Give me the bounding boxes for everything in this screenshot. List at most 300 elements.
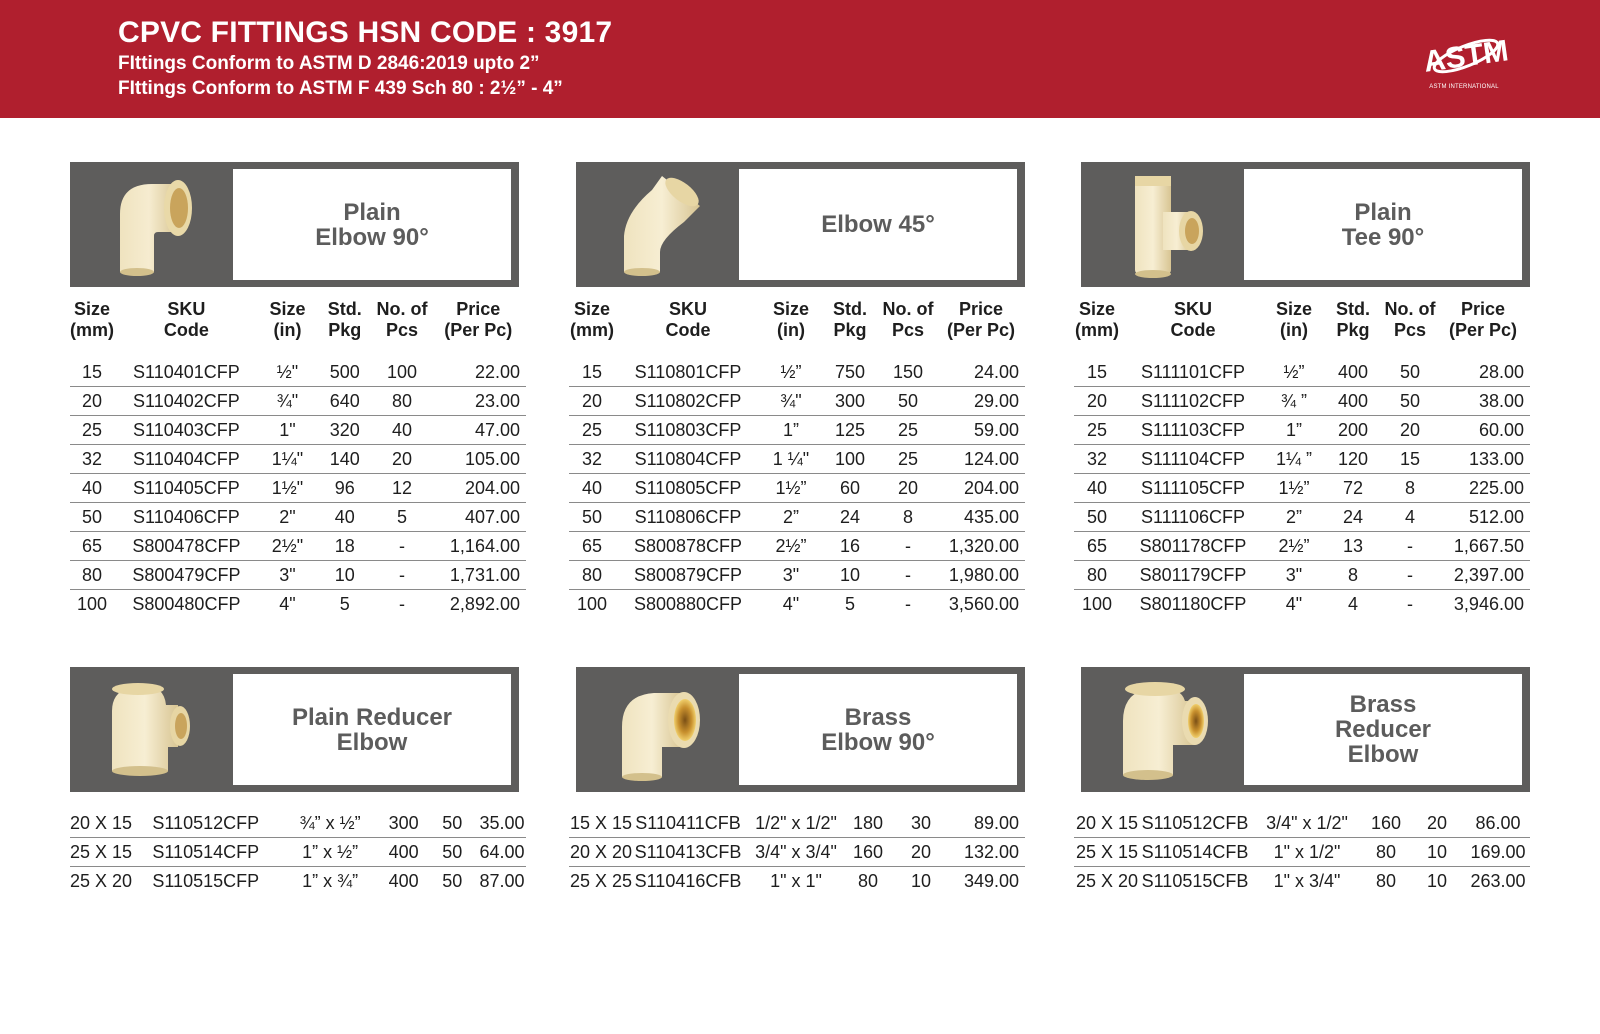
size-in-cell: 1" xyxy=(259,416,316,445)
page-title: CPVC FITTINGS HSN CODE : 3917 xyxy=(118,16,613,49)
table-row xyxy=(569,474,1025,503)
panel-title-line: Plain xyxy=(1354,198,1412,226)
size-mm-cell: 25 X 15 xyxy=(1074,838,1140,867)
sku-code-cell: S110404CFP xyxy=(114,445,259,474)
sku-code-cell: S800478CFP xyxy=(114,532,259,561)
size-mm-cell: 50 xyxy=(70,503,114,532)
panel-title-line: Elbow 90° xyxy=(821,728,935,756)
no-pcs-cell: 10 xyxy=(1408,838,1466,867)
size-mm-cell: 80 xyxy=(569,561,615,590)
sku-code-cell: S800878CFP xyxy=(615,532,761,561)
std-pkg-cell: 5 xyxy=(844,593,855,614)
table-row xyxy=(70,416,526,445)
size-in-cell: 3" xyxy=(259,561,316,590)
table-row xyxy=(569,532,1025,561)
size-mm-cell: 50 xyxy=(569,503,615,532)
size-in-cell: 1 ¼" xyxy=(761,445,821,474)
table-row xyxy=(569,809,1025,838)
price-cell: 204.00 xyxy=(937,474,1025,503)
size-in-cell: 1/2" x 1/2" xyxy=(743,809,849,838)
table-row xyxy=(569,358,1025,387)
panel-header xyxy=(70,667,519,792)
sku-code-cell: S800479CFP xyxy=(114,561,259,590)
table-row xyxy=(569,561,1025,590)
panel-header xyxy=(1081,667,1530,792)
panel-title-box xyxy=(1244,169,1522,280)
sku-code-cell: S110803CFP xyxy=(615,416,761,445)
size-mm-cell: 15 xyxy=(569,358,615,387)
no-pcs-cell: 10 xyxy=(910,870,932,891)
size-in-cell: 2½" xyxy=(259,532,316,561)
panel-title-line: Elbow xyxy=(336,728,408,756)
price-table xyxy=(70,809,526,895)
table-row xyxy=(70,561,526,590)
panel-title-line: Elbow 45° xyxy=(821,211,935,238)
std-pkg-cell: 180 xyxy=(849,809,887,838)
no-pcs-cell: 20 xyxy=(1384,416,1436,445)
panel-title-line: Brass xyxy=(1349,691,1417,718)
size-in-cell: 2½” xyxy=(761,532,821,561)
table-row xyxy=(70,387,526,416)
sku-code-cell: S801178CFP xyxy=(1120,532,1266,561)
size-mm-cell: 20 xyxy=(70,387,114,416)
no-pcs-cell: - xyxy=(879,532,937,561)
no-pcs-cell: 8 xyxy=(1384,474,1436,503)
size-in-cell: 1½" xyxy=(259,474,316,503)
size-mm-cell: 20 X 15 xyxy=(1074,809,1140,838)
no-pcs-cell: 150 xyxy=(879,358,937,387)
price-cell: 1,667.50 xyxy=(1436,532,1530,561)
std-pkg-cell: 80 xyxy=(1364,838,1408,867)
panel-header xyxy=(70,162,519,287)
price-cell: 22.00 xyxy=(431,358,526,387)
sku-code-cell: S110514CFB xyxy=(1140,838,1250,867)
size-mm-cell: 20 xyxy=(569,387,615,416)
sku-code-cell: S110411CFB xyxy=(633,809,743,838)
sku-code-cell: S110514CFP xyxy=(132,838,279,867)
no-pcs-cell: 5 xyxy=(373,503,430,532)
size-in-cell: 2” xyxy=(761,503,821,532)
size-mm-cell: 40 xyxy=(1074,474,1120,503)
brass-reducer-elbow-image xyxy=(1093,675,1233,783)
brass-elbow-90-image xyxy=(588,675,728,783)
size-mm-cell: 15 X 15 xyxy=(569,809,633,838)
sku-code-cell: S110512CFP xyxy=(132,809,279,838)
price-cell: 89.00 xyxy=(955,809,1025,838)
std-pkg-cell: 320 xyxy=(316,416,373,445)
panel-title xyxy=(821,705,935,755)
col-sku: SKU Code xyxy=(163,299,209,340)
table-row xyxy=(569,590,1025,619)
size-in-cell: 1” xyxy=(761,416,821,445)
sku-code-cell: S800880CFP xyxy=(633,593,743,614)
no-pcs-cell: - xyxy=(905,593,911,614)
size-mm-cell: 15 xyxy=(1074,358,1120,387)
std-pkg-cell: 120 xyxy=(1322,445,1384,474)
std-pkg-cell: 8 xyxy=(1322,561,1384,590)
table-row xyxy=(569,503,1025,532)
table-row xyxy=(1074,387,1530,416)
price-cell: 86.00 xyxy=(1466,809,1530,838)
price-cell: 87.00 xyxy=(479,870,525,891)
table-row xyxy=(1074,445,1530,474)
std-pkg-cell: 5 xyxy=(339,593,350,614)
panel-header xyxy=(1081,162,1530,287)
plain-reducer-elbow-image xyxy=(82,675,222,783)
panel-title-box xyxy=(739,674,1017,785)
size-in-cell: ½” xyxy=(761,358,821,387)
sku-code-cell: S110402CFP xyxy=(114,387,259,416)
price-cell: 1,980.00 xyxy=(937,561,1025,590)
sku-code-cell: S111101CFP xyxy=(1120,358,1266,387)
std-pkg-cell: 80 xyxy=(857,870,879,891)
std-pkg-cell: 10 xyxy=(821,561,879,590)
no-pcs-cell: 50 xyxy=(879,387,937,416)
size-in-cell: 1½” xyxy=(761,474,821,503)
sku-code-cell: S110405CFP xyxy=(114,474,259,503)
col-size-in: Size (in) xyxy=(772,299,810,340)
no-pcs-cell: 25 xyxy=(879,416,937,445)
size-in-cell: 1¼" xyxy=(259,445,316,474)
col-std-pkg: Std. Pkg xyxy=(1336,299,1370,340)
no-pcs-cell: 40 xyxy=(373,416,430,445)
no-pcs-cell: 15 xyxy=(1384,445,1436,474)
table-header-row xyxy=(569,299,1025,358)
size-in-cell: 3" xyxy=(761,561,821,590)
price-cell: 1,731.00 xyxy=(431,561,526,590)
table-header-row xyxy=(70,299,526,358)
size-mm-cell: 32 xyxy=(70,445,114,474)
size-in-cell: 1" x 1" xyxy=(770,870,822,891)
std-pkg-cell: 750 xyxy=(821,358,879,387)
sku-code-cell: S111106CFP xyxy=(1120,503,1266,532)
price-cell: 60.00 xyxy=(1436,416,1530,445)
size-in-cell: 1" x 1/2" xyxy=(1250,838,1364,867)
size-mm-cell: 32 xyxy=(1074,445,1120,474)
price-cell: 105.00 xyxy=(431,445,526,474)
price-cell: 35.00 xyxy=(478,809,526,838)
sku-code-cell: S800480CFP xyxy=(132,593,241,614)
no-pcs-cell: - xyxy=(398,593,405,614)
price-cell: 263.00 xyxy=(1470,870,1526,891)
price-cell: 28.00 xyxy=(1436,358,1530,387)
table-row xyxy=(1074,416,1530,445)
size-mm-cell: 25 X 25 xyxy=(569,870,633,891)
std-pkg-cell: 500 xyxy=(316,358,373,387)
std-pkg-cell: 24 xyxy=(821,503,879,532)
sku-code-cell: S801180CFP xyxy=(1139,593,1247,614)
col-price: Price (Per Pc) xyxy=(946,299,1016,340)
table-row xyxy=(1074,474,1530,503)
size-mm-cell: 25 xyxy=(569,416,615,445)
std-pkg-cell: 16 xyxy=(821,532,879,561)
std-pkg-cell: 4 xyxy=(1347,593,1358,614)
price-table xyxy=(569,299,1025,618)
table-row xyxy=(1074,590,1530,619)
price-cell: 3,946.00 xyxy=(1453,593,1524,614)
no-pcs-cell: 50 xyxy=(1384,358,1436,387)
price-cell: 64.00 xyxy=(478,838,526,867)
header-banner xyxy=(0,0,1600,118)
price-cell: 204.00 xyxy=(431,474,526,503)
table-row xyxy=(569,387,1025,416)
table-row xyxy=(1074,561,1530,590)
std-pkg-cell: 10 xyxy=(316,561,373,590)
sku-code-cell: S110406CFP xyxy=(114,503,259,532)
size-in-cell: ¾” x ½” xyxy=(279,809,380,838)
table-row xyxy=(1074,809,1530,838)
std-pkg-cell: 400 xyxy=(1322,358,1384,387)
sku-code-cell: S111102CFP xyxy=(1120,387,1266,416)
plain-elbow-90-image xyxy=(82,170,222,278)
size-in-cell: 4" xyxy=(782,593,800,614)
no-pcs-cell: 50 xyxy=(427,809,479,838)
std-pkg-cell: 100 xyxy=(821,445,879,474)
panel-title-line: Plain xyxy=(343,198,401,226)
std-pkg-cell: 13 xyxy=(1322,532,1384,561)
std-pkg-cell: 200 xyxy=(1322,416,1384,445)
sku-code-cell: S110401CFP xyxy=(114,358,259,387)
size-in-cell: 3/4" x 3/4" xyxy=(743,838,849,867)
size-mm-cell: 25 X 20 xyxy=(1075,870,1139,891)
panel-title-box xyxy=(233,169,511,280)
table-row xyxy=(70,809,526,838)
size-in-cell: ¾ ” xyxy=(1266,387,1322,416)
size-mm-cell: 25 X 20 xyxy=(70,870,133,891)
sku-code-cell: S110802CFP xyxy=(615,387,761,416)
no-pcs-cell: - xyxy=(1384,561,1436,590)
table-row xyxy=(70,590,526,619)
table-row xyxy=(70,474,526,503)
sku-code-cell: S110403CFP xyxy=(114,416,259,445)
size-mm-cell: 65 xyxy=(569,532,615,561)
size-mm-cell: 50 xyxy=(1074,503,1120,532)
size-in-cell: 1” x ½” xyxy=(279,838,380,867)
std-pkg-cell: 24 xyxy=(1322,503,1384,532)
std-pkg-cell: 400 xyxy=(388,870,419,891)
page-subtitle-2: FIttings Conform to ASTM F 439 Sch 80 : 2½” - 4” xyxy=(118,78,563,99)
std-pkg-cell: 640 xyxy=(316,387,373,416)
std-pkg-cell: 125 xyxy=(821,416,879,445)
size-in-cell: 2” xyxy=(1266,503,1322,532)
table-row xyxy=(70,503,526,532)
size-in-cell: ¾" xyxy=(761,387,821,416)
sku-code-cell: S111103CFP xyxy=(1120,416,1266,445)
size-in-cell: 4" xyxy=(279,593,296,614)
table-row xyxy=(70,358,526,387)
price-cell: 3,560.00 xyxy=(948,593,1019,614)
col-sku: SKU Code xyxy=(665,299,711,340)
size-mm-cell: 20 xyxy=(1074,387,1120,416)
std-pkg-cell: 18 xyxy=(316,532,373,561)
size-mm-cell: 20 X 20 xyxy=(569,838,633,867)
col-size-mm: Size (mm) xyxy=(1075,299,1119,340)
sku-code-cell: S110515CFB xyxy=(1141,870,1249,891)
price-cell: 47.00 xyxy=(431,416,526,445)
table-row xyxy=(569,416,1025,445)
std-pkg-cell: 140 xyxy=(316,445,373,474)
svg-text:ASTM: ASTM xyxy=(1421,34,1511,79)
std-pkg-cell: 160 xyxy=(1364,809,1408,838)
size-in-cell: 4" xyxy=(1285,593,1303,614)
col-no-pcs: No. of Pcs xyxy=(376,299,428,340)
price-cell: 2,892.00 xyxy=(449,593,520,614)
no-pcs-cell: 20 xyxy=(887,838,955,867)
size-in-cell: 2½” xyxy=(1266,532,1322,561)
panel-title xyxy=(292,705,452,755)
price-table xyxy=(1074,809,1530,895)
size-in-cell: 1" x 3/4" xyxy=(1273,870,1341,891)
price-cell: 132.00 xyxy=(955,838,1025,867)
table-row xyxy=(1074,867,1530,896)
no-pcs-cell: 50 xyxy=(1384,387,1436,416)
table-row xyxy=(70,838,526,867)
price-cell: 512.00 xyxy=(1436,503,1530,532)
sku-code-cell: S111105CFP xyxy=(1120,474,1266,503)
no-pcs-cell: 4 xyxy=(1384,503,1436,532)
table-row xyxy=(569,445,1025,474)
no-pcs-cell: 100 xyxy=(373,358,430,387)
panel-header xyxy=(576,162,1025,287)
price-cell: 24.00 xyxy=(937,358,1025,387)
col-size-mm: Size (mm) xyxy=(70,299,114,340)
no-pcs-cell: 8 xyxy=(879,503,937,532)
panel-title xyxy=(821,212,935,237)
col-price: Price (Per Pc) xyxy=(444,299,513,340)
no-pcs-cell: 10 xyxy=(1426,870,1448,891)
size-mm-cell: 80 xyxy=(1074,561,1120,590)
page-subtitle-1: FIttings Conform to ASTM D 2846:2019 upto 2” xyxy=(118,53,540,74)
sku-code-cell: S110512CFB xyxy=(1140,809,1250,838)
no-pcs-cell: - xyxy=(373,532,430,561)
size-in-cell: ¾" xyxy=(259,387,316,416)
price-cell: 59.00 xyxy=(937,416,1025,445)
table-row xyxy=(70,445,526,474)
panel-title xyxy=(1335,692,1431,767)
sku-code-cell: S110515CFP xyxy=(152,870,260,891)
size-in-cell: 1¼ ” xyxy=(1266,445,1322,474)
size-in-cell: 1” x ¾” xyxy=(302,870,359,891)
panel-title xyxy=(1342,200,1425,250)
size-mm-cell: 100 xyxy=(1081,593,1113,614)
panel-header xyxy=(576,667,1025,792)
size-mm-cell: 25 xyxy=(1074,416,1120,445)
no-pcs-cell: 50 xyxy=(427,838,479,867)
size-in-cell: ½” xyxy=(1266,358,1322,387)
panel-title-box xyxy=(739,169,1017,280)
price-cell: 23.00 xyxy=(431,387,526,416)
panel-title-box xyxy=(233,674,511,785)
size-mm-cell: 20 X 15 xyxy=(70,809,132,838)
no-pcs-cell: 80 xyxy=(373,387,430,416)
no-pcs-cell: - xyxy=(879,561,937,590)
size-mm-cell: 40 xyxy=(70,474,114,503)
price-table xyxy=(1074,299,1530,618)
no-pcs-cell: 20 xyxy=(373,445,430,474)
panel-title-line: Plain Reducer xyxy=(291,703,453,731)
size-mm-cell: 80 xyxy=(70,561,114,590)
elbow-45-image xyxy=(588,170,728,278)
price-table xyxy=(569,809,1025,895)
table-row xyxy=(1074,838,1530,867)
price-cell: 225.00 xyxy=(1436,474,1530,503)
size-mm-cell: 65 xyxy=(70,532,114,561)
no-pcs-cell: 20 xyxy=(1408,809,1466,838)
no-pcs-cell: 30 xyxy=(887,809,955,838)
no-pcs-cell: - xyxy=(373,561,430,590)
std-pkg-cell: 60 xyxy=(821,474,879,503)
col-size-mm: Size (mm) xyxy=(570,299,614,340)
sku-code-cell: S110806CFP xyxy=(615,503,761,532)
std-pkg-cell: 72 xyxy=(1322,474,1384,503)
col-sku: SKU Code xyxy=(1170,299,1216,340)
panel-title-line: Tee 90° xyxy=(1341,223,1425,251)
size-in-cell: ½" xyxy=(259,358,316,387)
price-cell: 29.00 xyxy=(937,387,1025,416)
size-in-cell: 2" xyxy=(259,503,316,532)
price-cell: 124.00 xyxy=(937,445,1025,474)
col-price: Price (Per Pc) xyxy=(1448,299,1518,340)
no-pcs-cell: 50 xyxy=(442,870,463,891)
panel-title-line: Reducer xyxy=(1334,716,1432,743)
sku-code-cell: S111104CFP xyxy=(1120,445,1266,474)
price-cell: 1,320.00 xyxy=(937,532,1025,561)
logo-caption: ASTM INTERNATIONAL xyxy=(1429,84,1499,90)
std-pkg-cell: 96 xyxy=(316,474,373,503)
price-cell: 435.00 xyxy=(937,503,1025,532)
sku-code-cell: S801179CFP xyxy=(1120,561,1266,590)
sku-code-cell: S110805CFP xyxy=(615,474,761,503)
no-pcs-cell: 25 xyxy=(879,445,937,474)
size-mm-cell: 100 xyxy=(576,593,608,614)
price-cell: 2,397.00 xyxy=(1436,561,1530,590)
col-no-pcs: No. of Pcs xyxy=(1384,299,1436,340)
std-pkg-cell: 300 xyxy=(381,809,427,838)
panel-title-line: Elbow xyxy=(1347,741,1419,768)
sku-code-cell: S110801CFP xyxy=(615,358,761,387)
col-std-pkg: Std. Pkg xyxy=(833,299,867,340)
panel-title xyxy=(315,200,429,250)
std-pkg-cell: 80 xyxy=(1375,870,1397,891)
size-in-cell: 1” xyxy=(1266,416,1322,445)
no-pcs-cell: 12 xyxy=(373,474,430,503)
table-row xyxy=(70,867,526,896)
std-pkg-cell: 160 xyxy=(849,838,887,867)
col-size-in: Size (in) xyxy=(1275,299,1313,340)
size-mm-cell: 100 xyxy=(76,593,108,614)
std-pkg-cell: 400 xyxy=(1322,387,1384,416)
table-row xyxy=(1074,532,1530,561)
sku-code-cell: S110416CFB xyxy=(634,870,742,891)
table-row xyxy=(569,838,1025,867)
std-pkg-cell: 40 xyxy=(316,503,373,532)
price-cell: 1,164.00 xyxy=(431,532,526,561)
size-mm-cell: 32 xyxy=(569,445,615,474)
size-mm-cell: 25 X 15 xyxy=(70,838,132,867)
plain-tee-90-image xyxy=(1093,170,1233,278)
no-pcs-cell: - xyxy=(1407,593,1413,614)
table-row xyxy=(569,867,1025,896)
price-cell: 133.00 xyxy=(1436,445,1530,474)
size-mm-cell: 15 xyxy=(70,358,114,387)
panel-title-line: Elbow 90° xyxy=(315,223,429,251)
size-mm-cell: 25 xyxy=(70,416,114,445)
table-row xyxy=(1074,503,1530,532)
price-table xyxy=(70,299,526,618)
std-pkg-cell: 400 xyxy=(381,838,427,867)
sku-code-cell: S800879CFP xyxy=(615,561,761,590)
size-mm-cell: 40 xyxy=(569,474,615,503)
